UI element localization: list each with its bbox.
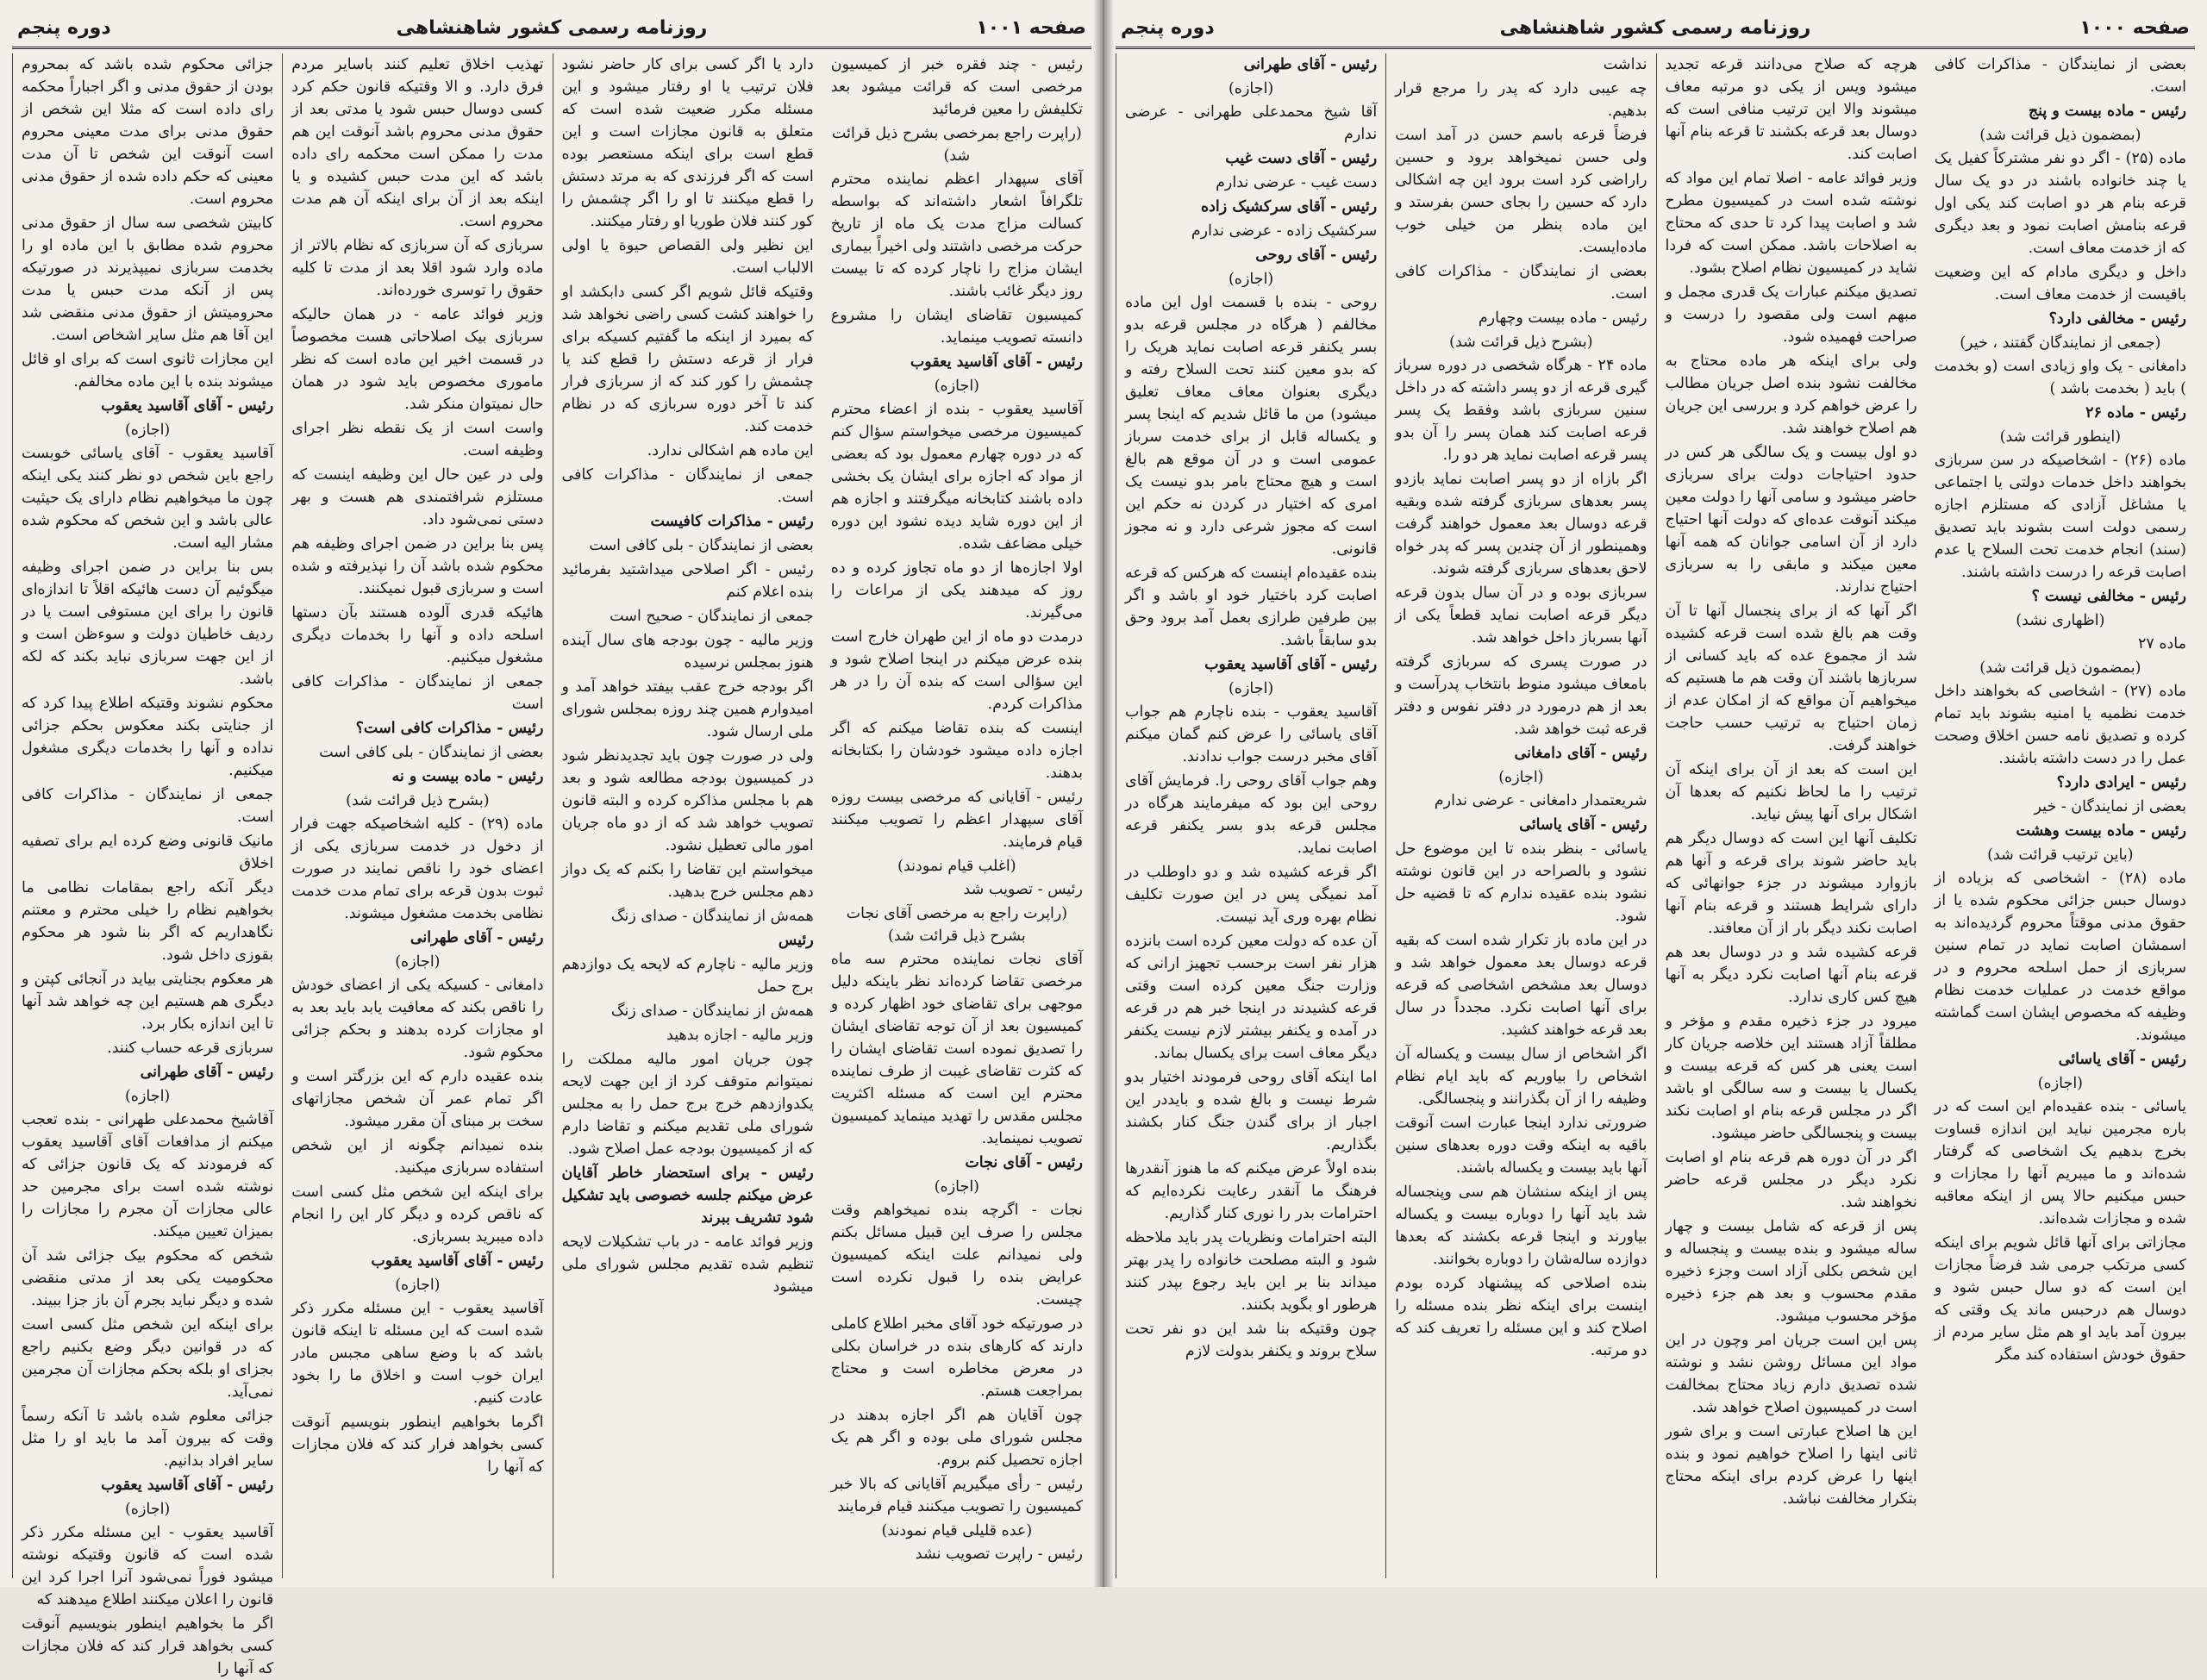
paragraph: رئیس - آقایانی که مرخصی بیست روزه آقای سپهدار اعظم را تصویب میکنند قیام فرمایند. [830,789,1083,851]
paragraph: ضرورتی ندارد اینجا عبارت است آنوقت باقیه به اینکه وقت دوره بعدهای سنین آنها باید بیست و یکساله باشند. [1395,1115,1647,1177]
paragraph: یاسائی - بنده عقیده‌ام این است که در باره مجرمین نباید این اندازه قساوت بخرج بدهیم یک اشخاصی که گرفتار شده‌اند و ما میبریم آنها را مجازات و حبس میکنیم حالا پس از اینکه معاقبه شده و مجازات شده‌اند. [1934,1098,2186,1227]
paragraph: شخص که محکوم بیک جزائی شد آن محکومیت یکی بعد از مدتی منقضی شده و دیگر نباید بجرم آن باز جزا ببیند. [22,1247,274,1309]
left-page-columns [12,53,1091,1677]
paragraph: در این ماده باز تکرار شده است که بقیه قرعه دوسال بعد معمول خواهد شد و دوسال بعد مشخص اشخاصی که قرعه برای آنها اصابت نکرد. مجدداً در سال بعد قرعه خواهند کشید. [1395,932,1647,1039]
speaker-line: رئیس - برای استحضار خاطر آقایان عرض میکنم جلسه خصوصی باید تشکیل شود تشریف ببرند [561,1165,814,1227]
paragraph: در صورتیکه خود آقای مخبر اطلاع کاملی دارند که کارهای بنده در خراسان بکلی در معرض مخاطره است و محتاج بمراجعت هستم. [830,1315,1083,1400]
paragraph: سرکشیک زاده - عرضی ندارم [1191,222,1378,240]
session-period: دوره پنجم [17,17,111,39]
paragraph: بنده عقیده دارم که این بزرگتر است و اگر تمام عمر آن شخص مجازاتهای سخت بر مبنای آن مقرر میشود. [291,1068,544,1130]
stage-direction: (اجازه) [395,953,441,971]
paragraph: رئیس - راپرت تصویب نشد [915,1546,1083,1563]
paragraph: رئیس - تصویب شد [963,881,1083,898]
paragraph: دو اول بیست و یک سالگی هر کس در حدود احتیاجات دولت برای سربازی حاضر میشود و سامی آنها را دولت معین میکند آنوقت عده‌ای که دولت آنها احتیاج دارد از آن اسامی جوانان که همه آنها معین میکند و مابقی را به سربازی احتیاج ندارند. [1665,444,1917,596]
speaker-line: رئیس - آقای یاسائی [1519,816,1647,834]
text-column [553,53,822,1578]
paragraph: مجازاتی برای آنها قائل شویم برای اینکه کسی مرتکب جرمی شد فرضاً مجازات این است که دو سال حبس شود و دوسال هم درحبس ماند یک وقتی که بیرون آمد باید او هم مثل سایر مردم از حقوق خودش استفاده کند مگر [1934,1234,2186,1364]
paragraph: آقاشیخ محمدعلی طهرانی - بنده تعجب میکنم از مدافعات آقای آقاسید یعقوب که فرمودند که یک قانون جزائی که نوشته شده است برای مجرمین حد عالی مجازات آن مجرم را مجازات را بمیزان تعیین میکند. [22,1111,274,1240]
paragraph: ماده ۲۴ - هرگاه شخصی در دوره سرباز گیری قرعه از دو پسر داشته که در داخل سنین سربازی باشد وفقط یک پسر قرعه اصابت کند همان پسر را آن بدو پسر قرعه اصابت نماید هر دو را. [1395,357,1647,464]
speaker-line: رئیس - ماده بیست وهشت [2016,822,2186,840]
paragraph: رئیس - اگر اصلاحی میداشتید بفرمائید بنده اعلام کنم [561,561,814,601]
text-column [1385,53,1655,1578]
paragraph: واست است از یک نقطه نظر اجرای وظیفه است. [291,420,544,459]
stage-direction: (راپرت راجع بمرخصی بشرح ذیل قرائت شد) [831,125,1082,165]
paragraph: ماده ۲۷ [2137,635,2186,653]
stage-direction: (اجازه) [124,422,171,439]
paragraph: آقاسید یعقوب - این مسئله مکرر ذکر شده است که قانون وقتیکه نوشته میشود فوراً نمی‌شود آنرا اجرا کرد این قانون را اعلان میکنند اطلاع میدهند که [22,1524,274,1608]
speaker-line: رئیس - آقای نجات [965,1154,1083,1171]
paragraph: پس از قرعه که شامل بیست و چهار ساله میشود و بنده بیست و پنجساله و این شخص بکلی آزاد است وجزء ذخیره مقدم محسوب و بعد هم جزء ذخیره مؤخر محسوب میشود. [1665,1218,1917,1325]
paragraph: بنده نمیدانم چگونه از این شخص استفاده سربازی میکنید. [291,1137,544,1177]
stage-direction: (جمعی از نمایندگان گفتند ، خیر) [1960,334,2161,352]
binding-gutter [1093,0,1114,1587]
paragraph: بنده عقیده‌ام اینست که هرکس که قرعه اصابت کرد باختیار خود او باشد و اگر بین طرفین طرازی بعمل آمد برود وحق بدو سابقاً باشد. [1125,565,1378,649]
paragraph: برای اینکه این شخص مثل کسی است که در قوانین دیگر وضع بکنیم راجع بجزای او بلکه بحکم مجازات آن مجرمین نمی‌آید. [22,1316,274,1401]
stage-direction: (باین ترتیب قرائت شد) [1987,846,2134,864]
speaker-line: رئیس - آقای یاسائی [2058,1051,2186,1068]
paragraph: پس این است جریان امر وچون در این مواد این مسائل روشن نشد و نوشته شده تصدیق دارم زیاد محتاج بمخالفت است در کمیسیون اصلاح خواهد شد. [1665,1332,1917,1416]
paragraph: بعضی از نمایندگان - مذاکرات کافی است. [1395,263,1647,303]
paragraph: این مجازات ثانوی است که برای او قائل میشوند بنده با این ماده مخالفم. [22,351,274,390]
paragraph: وزیر فوائد عامه - در باب تشکیلات لایحه تنظیم شده تقدیم مجلس شورای ملی میشود [561,1233,814,1296]
paragraph: کمیسیون تقاضای ایشان را مشروع دانسته تصویب مینماید. [830,307,1083,347]
paragraph: هر معکوم بجنایتی بیاید در آنجائی کپتن و دیگری هم هستیم این چه خواهد شد آنها تا این اندازه بکار برد. [22,971,274,1033]
session-period: دوره پنجم [1121,17,1215,39]
paragraph: ماده (۲۸) - اشخاصی که بزیاده از دوسال حبس جزائی محکوم شده یا از حقوق مدنی موقتاً محروم گردیده‌اند به اسمشان اصابت نماید در تمام سنین سربازی از حمل اسلحه محروم و در مواقع خدمت در عملیات خدمت نظام وظیفه که مخصوص ایشان است گماشته میشوند. [1934,870,2187,1044]
stage-direction: (اجازه) [1228,680,1274,697]
paragraph: در صورت پسری که سربازی گرفته بامعاف میشود منوط بانتخاب پدرآست و بعد از هم درمورد در دفتر نفوس و دفتر قرعه ثبت خواهد شد. [1395,653,1647,738]
speaker-line: رئیس - مخالفی نیست ؟ [2031,588,2186,605]
paragraph: آقا شیخ محمدعلی طهرانی - عرضی ندارم [1125,103,1378,143]
paragraph: شریعتمدار دامغانی - عرضی ندارم [1434,792,1647,809]
speaker-line: رئیس - آقای سرکشیک زاده [1200,198,1378,215]
paragraph: یاسائی - بنظر بنده تا این موضوع حل نشود و بالصراحه در این قانون نوشته نشود بنده عقیده ندارم که تا قضیه حل شود. [1395,840,1647,925]
paragraph: جمعی از نمایندگان - مذاکرات کافی است. [22,786,274,826]
stage-direction: (بمضمون ذیل قرائت شد) [1979,127,2141,144]
text-column [1656,53,1926,1578]
stage-direction: (بشرح ذیل قرائت شد) [1449,334,1593,351]
paragraph: بعضی از نمایندگان - بلی کافی است [319,744,544,761]
stage-direction: (اجازه) [934,1178,980,1196]
paragraph: برای اینکه این شخص مثل کسی است که ناقص کرده و دیگر کار این را انجام داده میبرید بسربازی. [291,1183,544,1246]
stage-direction: (بشرح ذیل قرائت شد) [346,792,490,809]
paragraph: کابیتن شخصی سه سال از حقوق مدنی محروم شده مطابق با این ماده او را بخدمت سربازی نمیپذیرند در صورتیکه پس از آنکه مدت حبس یا مدت محرومیتش از حقوق مدنی منقضی شد این آقا هم مثل سایر اشخاص است. [22,215,274,344]
paragraph: همه‌ش از نمایندگان - صدای زنگ [610,908,814,925]
paragraph: جزائی محکوم شده باشد که بمحروم بودن از حقوق مدنی و اگر اجباراً محکمه رای داده است که مثلا این شخص از حقوق مدنی برای مدت معینی محروم است آنوقت این شخص تا آن مدت معینی که حکم داده شده از حقوق مدنی محروم است. [22,56,274,208]
paragraph: سربازی قرعه حساب کنند. [107,1040,274,1057]
paragraph: هرچه که صلاح می‌دانند قرعه تجدید میشود ویس از یکی دو مرتبه معاف میشوند والا این ترتیب منافی است که دوسال بعد قرعه بکشند تا قرعه بنام آنها اصابت کند. [1665,56,1917,163]
paragraph: محکوم نشوند وقتیکه اطلاع پیدا کرد که از جنایتی بکند معکوس بحکم جزائی نداده و آنها را بخدمات دیگری مشغول میکنیم. [22,695,274,779]
paragraph: اما اینکه آقای روحی فرمودند اختیار بدو شرط نیست و بالغ شده و بایددر این اجبار از برای گندن جنگ کنار بکشند بگذاریم. [1125,1069,1378,1153]
paragraph: ماده (۲۶) - اشخاصیکه در سن سربازی بخواهند داخل خدمات دولتی یا اجتماعی یا مشاغل آزادی که مستلزم اجازه رسمی دولت است بشوند باید تصدیق (سند) انجام خدمت تحت السلاح یا عدم اصابت قرعه را درست داشته باشند. [1934,452,2186,581]
paragraph: میرود در جزء ذخیره مقدم و مؤخر و مطلقاً آزاد هستند این خلاصه جریان کار است یعنی هر کس که قرعه بیست و یکسال یا بیست و سه سالگی او باشد اگر در مجلس قرعه بنام او اصابت نکند بیست و پنجسالگی حاضر میشود. [1665,1013,1917,1142]
text-column [1926,53,2195,1578]
stage-direction: (اجازه) [934,378,980,395]
paragraph: وزیر مالیه - ناچارم که لایحه یک دوازدهم برج حمل [561,956,814,996]
paragraph: وزیر فوائد عامه - در همان حالیکه سربازی بیک اصلاحاتی هست مخصوصاً در قسمت اخیر این ماده است که نظر ماموری مخصوص باید شود در همان حال نمیتوان منکر شد. [291,306,544,413]
paragraph: آقای نجات نماینده محترم سه ماه مرخصی تقاضا کرده‌اند نظر باینکه دلیل موجهی برای تقاضای خود اظهار کرده و کمیسیون بعد از آن توجه تقاضای ایشان را تصدیق نموده است تقاضای ایشان را که کثرت تقاضای غیبت از طرف نماینده محترم این است که مسئله اکثریت مجلس مقدس را تهدید مینماید کمیسیون تصویب نمینماید. [830,951,1083,1147]
paragraph: تصدیق میکنم عبارات یک قدری مجمل و مبهم است ولی مقصود را درست و صراحت فهمیده شود. [1665,284,1917,346]
paragraph: این ها اصلاح عبارتی است و برای شور ثانی اینها را اصلاح خواهیم نمود و بنده اینها را عرض کردم برای اینکه محتاج بتکرار مخالفت نباشد. [1665,1423,1917,1508]
paragraph: البته احترامات ونظریات پدر باید ملاحظه شود و البته مصلحت خانواده را پدر بهتر میداند بنا بر این باید رجوع بپدر کنند هرطور او بگوید بکنند. [1125,1229,1378,1314]
speaker-line: رئیس - آقای طهرانی [140,1064,274,1081]
paragraph: اگر آنها که از برای پنجسال آنها تا آن وقت هم بالغ شده است قرعه کشیده شد از مجموع عده که باید کسانی از سربازها باشند آن وقت هم ما هستیم که میخواهیم آن مواقع که از امکان عدم از زمان احتیاج به ترتیب حسب حاجت خواهند گرفت. [1665,603,1917,754]
stage-direction: (اجازه) [1228,271,1274,288]
paragraph: ماده (۲۹) - کلیه اشخاصیکه جهت فرار از دخول در خدمت سربازی یکی از اعضای خود را ناقص نمایند در صورت ثبوت بدون قرعه برای تمام مدت خدمت نظامی بخدمت مشغول میشوند. [291,815,544,922]
paragraph: آقاسید یعقوب - این مسئله مکرر ذکر شده است که این مسئله تا اینکه قانون باشد که با وضع ساهی مجبس مادر ایران خوب است و اخلاق ما را بخود عادت کنیم. [291,1300,544,1407]
page-number: صفحه ۱۰۰۱ [976,17,1086,39]
paragraph: مانیک قانونی وضع کرده ایم برای تصفیه اخلاق [22,833,274,872]
speaker-line: رئیس - آقای طهرانی [1243,56,1378,73]
paragraph: ولی برای اینکه هر ماده محتاج به مخالفت نشود بنده اصل جریان مطالب را عرض خواهم کرد و بررسی این جریان هم اصلاح خواهند شد. [1665,353,1917,437]
left-page-header [12,12,1091,49]
paragraph: دست غیب - عرضی ندارم [1216,174,1378,191]
stage-direction: (عده قلیلی قیام نمودند) [881,1522,1033,1539]
paragraph: بعضی از نمایندگان - مذاکرات کافی است. [1934,56,2186,96]
paragraph: بس بنا براین در ضمن اجرای وظیفه میگوئیم آن دست هائیکه اقلاً تا اندازه‌ای قانون را برای این مستوفی است یا در ردیف خاطیان دولت و سوءظن است و از این جهت سربازی نباید بکند که لکه باشد. [22,559,274,688]
paragraph: چون وقتیکه بنا شد این دو نفر تحت سلاح بروند و یکنفر بدولت لازم [1125,1321,1378,1360]
paragraph: این است که بعد از آن برای اینکه آن ترتیب را ما لحاظ نکنیم که بعدها آن اشکال برای آنها پیش نیاید. [1665,761,1917,823]
paragraph: وزیر مالیه - اجازه بدهید [666,1027,814,1044]
stage-direction: (راپرت راجع به مرخصی آقای نجات بشرح ذیل قرائت شد) [846,905,1068,945]
paragraph: همه‌ش از نمایندگان - صدای زنگ [610,1002,814,1020]
speaker-line: رئیس - مذاکرات کافی است؟ [355,720,544,737]
paragraph: وقتیکه قائل شویم اگر کسی دابکشد او را خواهند کشت کسی راضی نخواهد شد که بمیرد از اینکه ما گفتیم کسیکه برای فرار از قرعه دستش را قطع کند یا چشمش را کور کند که از سربازی فرار کند تا آخر دوره سربازی که در نظام خدمت کند. [561,284,814,435]
paragraph: اگر بودجه خرج عقب بیفتد خواهد آمد و امیدوارم همین چند روزه بمجلس شورای ملی ارسال شود. [561,678,814,740]
speaker-line: رئیس - ایرادی دارد؟ [2056,774,2186,791]
paragraph: آقاسید یعقوب - بنده از اعضاء محترم کمیسیون مرخصی میخواستم سؤال کنم که در دوره چهارم معمول بود که بعضی از مواد که اجازه برای ایشان یک بخشی داده باشند کتابخانه میگرفتند و اجازه هم از این دوره شاید دیده نشود این دوره خیلی مضاعف شده. [830,401,1083,553]
speaker-line: رئیس - آقای طهرانی [410,929,544,946]
paragraph: اگر ما بخواهیم اینطور بنویسیم آنوقت کسی بخواهد قرار کند که فلان مجازات که آنها را [22,1615,274,1677]
paragraph: وزیر فوائد عامه - اصلا تمام این مواد که نوشته شده است در کمیسیون مطرح شد و اصابت پیدا کرد تا حدی که محتاج به اصلاحات باشد. ممکن است که فردا شاید در کمیسیون نظام اصلاح بشود. [1665,170,1917,277]
speaker-line: رئیس - آقای روحی [1255,247,1378,264]
paragraph: رئیس - ماده بیست وچهارم [1478,309,1647,327]
paragraph: ماده (۲۵) - اگر دو نفر مشترکاً کفیل یک یا چند خانواده باشند در دو یک سال قرعه بنام هر دو اصابت کند یکی اول قرعه بنامش اصابت نمود و بعد دیگری که از خدمت معاف است. [1934,150,2186,257]
paragraph: چه عیبی دارد که پدر را مرجع قرار بدهیم. [1395,80,1647,120]
paragraph: اولا اجازه‌ها از دو ماه تجاوز کرده و ده روز که میدهند یکی از مراعات را می‌گیرند. [830,559,1083,621]
stage-direction: (بمضمون ذیل قرائت شد) [1979,659,2141,677]
paragraph: نجات - اگرچه بنده نمیخواهم وقت مجلس را صرف این قبیل مسائل بکنم ولی نمیدانم علت اینکه کمیسیون عرایض بنده را قبول نکرده است چیست. [830,1202,1083,1308]
paragraph: نداشت [1603,56,1647,73]
speaker-line: رئیس - آقای آقاسید یعقوب [910,353,1083,371]
newspaper-title: روزنامه رسمی کشور شاهنشاهی [396,17,708,39]
paragraph: ماده (۲۷) - اشخاصی که بخواهند داخل خدمت نظمیه یا امنیه بشوند باید تمام کرده و تصدیق نامه حسن اخلاق وصحت عمل را در دست داشته باشند. [1934,683,2186,767]
paragraph: فرضاً قرعه باسم حسن در آمد است ولی حسن نمیخواهد برود و حسین راراضی کرد است برود این چه اشکالی دارد که حسین را بجای حسن بفرستد و این ماده بنظر من خیلی خوب ماده‌ایست. [1395,127,1647,256]
right-page-columns [1116,53,2195,1578]
paragraph: سربازی بوده و در آن سال بدون قرعه دیگر قرعه اصابت نماید قطعاً یکی از آنها بسرباز داخل خواهد شد. [1395,584,1647,646]
paragraph: پس از اینکه سنشان هم سی وپنجساله شد باید آنها را دوباره بیست و یکساله بیاورند و اینجا قرعه بکشند که بعدها دوازده ساله‌شان را دوباره بخوانند. [1395,1183,1647,1268]
text-column [12,53,282,1677]
paragraph: وهم جواب آقای روحی را. فرمایش آقای روحی این بود که میفرمایند هرگاه در مجلس قرعه بدو بسر یکنفر قرعه اصابت نماید. [1125,772,1378,857]
paragraph: آقاسید یعقوب - آقای یاسائی خوبست راجع باین شخص دو نظر کنند یکی اینکه چون ما میخواهیم نظام دارای یک حیثیت عالی باشد و این شخص که محکوم شده مشار الیه است. [22,445,274,552]
stage-direction: (اجازه) [1228,80,1274,97]
right-page [1104,0,2207,1587]
left-page [0,0,1104,1677]
text-column [822,53,1091,1578]
paragraph: هائیکه قدری آلوده هستند بآن دستها اسلحه داده و آنها را بخدمات دیگری مشغول میکنیم. [291,604,544,666]
speaker-line: رئیس - آقای دست غیب [1225,150,1378,167]
paragraph: آقای سپهدار اعظم نماینده محترم تلگرافاً اشعار داشته‌اند که بواسطه کسالت مزاج مدت یک ماه از تاریخ حرکت مرخصی داشتند ولی اخیراً بیماری ایشان مزاج را ناچار کرده که تا بیست روز دیگر غائب باشند. [830,171,1083,300]
paragraph: میخواستم این تقاضا را بکنم که یک دواز دهم مجلس خرج بدهید. [561,861,814,901]
paragraph: جمعی از نمایندگان - صحیح است [610,608,814,625]
speaker-line: رئیس - ماده بیست و پنج [2028,103,2186,120]
speaker-line: رئیس - ماده ۲۶ [2085,404,2186,422]
speaker-line: رئیس - آقای دامغانی [1514,745,1647,762]
speaker-line: رئیس - آقای آقاسید یعقوب [101,397,274,415]
paragraph: تکلیف آنها این است که دوسال دیگر هم باید حاضر شوند برای قرعه و آنها هم بازوارد میشوند در جزء جوانهائی که دارای شرایط هستند و قرعه بنام آنها اصابت نکند دیگر بار از آن معافند. [1665,830,1917,937]
speaker-line: رئیس - آقای آقاسید یعقوب [1204,656,1378,673]
paragraph: این نظیر ولی القصاص حیوة یا اولی الالباب است. [561,237,814,277]
stage-direction: (اجازه) [124,1088,171,1105]
paragraph: بعضی از نمایندگان - بلی کافی است [589,537,814,554]
paragraph: جزائی معلوم شده باشد تا آنکه رسماً وقت که بیرون آمد ما باید او را مثل سایر افراد بدانیم. [22,1408,274,1470]
paragraph: دامغانی - کسیکه یکی از اعضای خودش را ناقص بکند که معافیت یابد باید بعد به او مجازات کرده بدهند و بحکم جزائی محکوم شود. [291,977,544,1061]
paragraph: رئیس - رأی میگیریم آقایانی که بالا خبر کمیسیون را تصویب میکنند قیام فرمایند [830,1476,1083,1515]
speaker-line: رئیس - ماده بیست و نه [391,768,544,785]
paragraph: درمدت دو ماه از این طهران خارج است بنده عرض میکنم در اینجا اصلاح شود و این سؤالی است که بنده آن را در هر مذاکرات کردم. [830,628,1083,713]
paragraph: دارد یا اگر کسی برای کار حاضر نشود فلان ترتیب یا او رفتار میشود و این مسئله مکرر ضعیت شده است که متعلق به قانون مجازات است و این قطع است برای اینکه مستعصر بوده است که اگر فرزندی که به مرتد دستش را قطع میکنند تا او را اگر چشمش را کور کنند فلان طوریا او رفتار میکنند. [561,56,814,230]
speaker-line: رئیس - مذاکرات کافیست [650,513,814,530]
text-column [1116,53,1385,1578]
speaker-line: رئیس [778,932,814,949]
paragraph: بنده اولاً عرض میکنم که ما هنوز آنقدرها فرهنگ ما آنقدر رعایت نکرده‌ایم که احترامات بدر را نوری کنار گذاریم. [1125,1160,1378,1222]
paragraph: جمعی از نمایندگان - مذاکرات کافی است [291,673,544,713]
right-page-header [1116,12,2195,49]
text-column [282,53,552,1578]
stage-direction: (اجازه) [124,1501,171,1518]
paragraph: بنده اصلاحی که پیشنهاد کرده بودم اینست برای اینکه نظر بنده مسئله را اصلاح کند و این مسئله را تعریف کند که دو مرتبه. [1395,1275,1647,1359]
paragraph: اینست که بنده تقاضا میکنم که اگر اجازه داده میشود خودشان را بکتابخانه بدهند. [830,720,1083,782]
paragraph: بعضی از نمایندگان - خیر [2034,798,2186,815]
stage-direction: (اغلب قیام نمودند) [897,858,1016,875]
paragraph: داخل و دیگری مادام که این وضعیت باقیست از خدمت معاف است. [1934,264,2186,303]
page-number: صفحه ۱۰۰۰ [2079,17,2190,39]
paragraph: وزیر مالیه - چون بودجه های سال آینده هنوز بمجلس نرسیده [561,632,814,671]
stage-direction: (اینطور قرائت شد) [1999,428,2122,446]
paragraph: آقاسید یعقوب - بنده ناچارم هم جواب آقای یاسائی را عرض کنم گمان میکنم آقای مخبر درست جواب ندادند. [1125,703,1378,765]
paragraph: چون جریان امور مالیه مملکت را نمیتوانم متوقف کرد از این جهت لایحه یکدوازدهم خرج برج حمل را به مجلس شورای ملی تقدیم میکنم و تقاضا دارم که از کمیسیون بودجه عمل اصلاح شود. [561,1051,814,1158]
stage-direction: (اجازه) [1498,769,1544,786]
paragraph: اگر در آن دوره هم قرعه بنام او اصابت نکرد دیگر در مجلس قرعه حاضر نخواهند شد. [1665,1149,1917,1211]
paragraph: روحی - بنده با قسمت اول این ماده مخالفم ( هرگاه در مجلس قرعه بدو بسر یکنفر قرعه اصابت نماید هریک را که بدو معین کنند تحت السلاح رفته و دیگری بعنوان معاف معاف تعلیق میشود) من ما قائل شدیم که اینجا پسر و یکساله قابل از برای خدمت سرباز عمومی است و در آن موقع هم بالغ است و هیچ محتاج بامر بدو نیست یک امری که اختیار در کردن نه حکم این است که مجوز شرعی دارد و نه مجوز قانونی. [1125,294,1378,558]
paragraph: اگر قرعه کشیده شد و دو داوطلب در آمد نمیگی پس در این صورت تکلیف نظام بهره وری آید نیست. [1125,864,1378,926]
speaker-line: رئیس - آقای آقاسید یعقوب [101,1477,274,1494]
paragraph: این ماده هم اشکالی ندارد. [647,442,814,459]
paragraph: چون آقایان هم اگر اجازه بدهند در مجلس شورای ملی بوده و اگر هم یک اجازه تحصیل کنم بروم. [830,1407,1083,1469]
stage-direction: (اظهاری نشد) [2016,612,2105,629]
paragraph: آن عده که دولت معین کرده است بانزده هزار نفر است برحسب تجهیز ارانی که وزارت جنگ معین کرده است وقتی قرعه کشیدند در اینجا خبر هم در قرعه در آمده و یکنفر بیشتر لازم نیست یکنفر دیگر معاف است برای یکسال بماند. [1125,933,1378,1062]
speaker-line: رئیس - مخالفی دارد؟ [2048,310,2186,328]
stage-direction: (اجازه) [2037,1075,2084,1092]
paragraph: دیگر آنکه راجع بمقامات نظامی ما بخواهیم نظام را خیلی محترم و معتنم نگاهداریم که اگر بنا شود هر محکوم بقوزی داخل شود. [22,879,274,964]
paragraph: اگرما بخواهیم اینطور بنویسیم آنوقت کسی بخواهد فرار کند که فلان مجازات که آنها را [291,1414,544,1476]
paragraph: پس بنا براین در ضمن اجرای وظیفه هم محکوم شده باشد آن را نپذیرفته و شده است و سربازی قبول نمیکنند. [291,535,544,597]
paragraph: ولی در عین حال این وظیفه اینست که مستلزم شرافتمندی هم هست و بهر دستی نمی‌شود داد. [291,466,544,528]
paragraph: دامغانی - یک واو زیادی است (و بخدمت ) باید ( بخدمت باشد ) [1934,358,2186,397]
paragraph: جمعی از نمایندگان - مذاکرات کافی است. [561,466,814,506]
stage-direction: (اجازه) [395,1277,441,1294]
newspaper-title: روزنامه رسمی کشور شاهنشاهی [1499,17,1811,39]
paragraph: اگر اشخاص از سال بیست و یکساله آن اشخاص را بیاوریم که باید ایام نظام وظیفه را از آن بگذرانند و پنجسالگی. [1395,1046,1647,1108]
paragraph: قرعه کشیده شد و در دوسال بعد هم قرعه بنام آنها اصابت نکرد دیگر به آنها هیچ کس کاری ندارد. [1665,944,1917,1006]
paragraph: ولی در صورت چون باید تجدیدنظر شود در کمیسیون بودجه مطالعه شود و بعد هم با مجلس مذاکره کرده و البته قانون تصویب خواهد شد که از دو ماه جریان امور مالی تعطیل نشود. [561,747,814,854]
paragraph: سربازی که آن سربازی که نظام بالاتر از ماده وارد شود اقلا بعد از مدت تا کلیه حقوق را توسری خورده‌اند. [291,237,544,299]
paragraph: تهذیب اخلاق تعلیم کنند باساير مردم فرق دارد. و الا وقتیکه قانون حکم کرد کسی دوسال حبس شود یا مدتی بعد از حقوق مدنی محروم باشد آنوقت این هم مدت را ممکن است محکمه رای داده باشد که این مدت حبس کشیده و یا اینکه بعد از آن برای اینکه آن هم مدت محروم است. [291,56,544,230]
speaker-line: رئیس - آقای آقاسید یعقوب [371,1252,544,1270]
paragraph: رئیس - چند فقره خبر از کمیسیون مرخصی است که قرائت میشود بعد تکلیفش را معین فرمائید [830,56,1083,118]
paragraph: اگر بازاه از دو پسر اصابت نماید بازدو پسر بعدهای سربازی گرفته شده وبقیه قرعه دوسال بعد معمول خواهند گرفت وهمینطور از آن چندین پسر که پدر خواه لاحق بعدهای سربازی گرفته شوند. [1395,471,1647,578]
